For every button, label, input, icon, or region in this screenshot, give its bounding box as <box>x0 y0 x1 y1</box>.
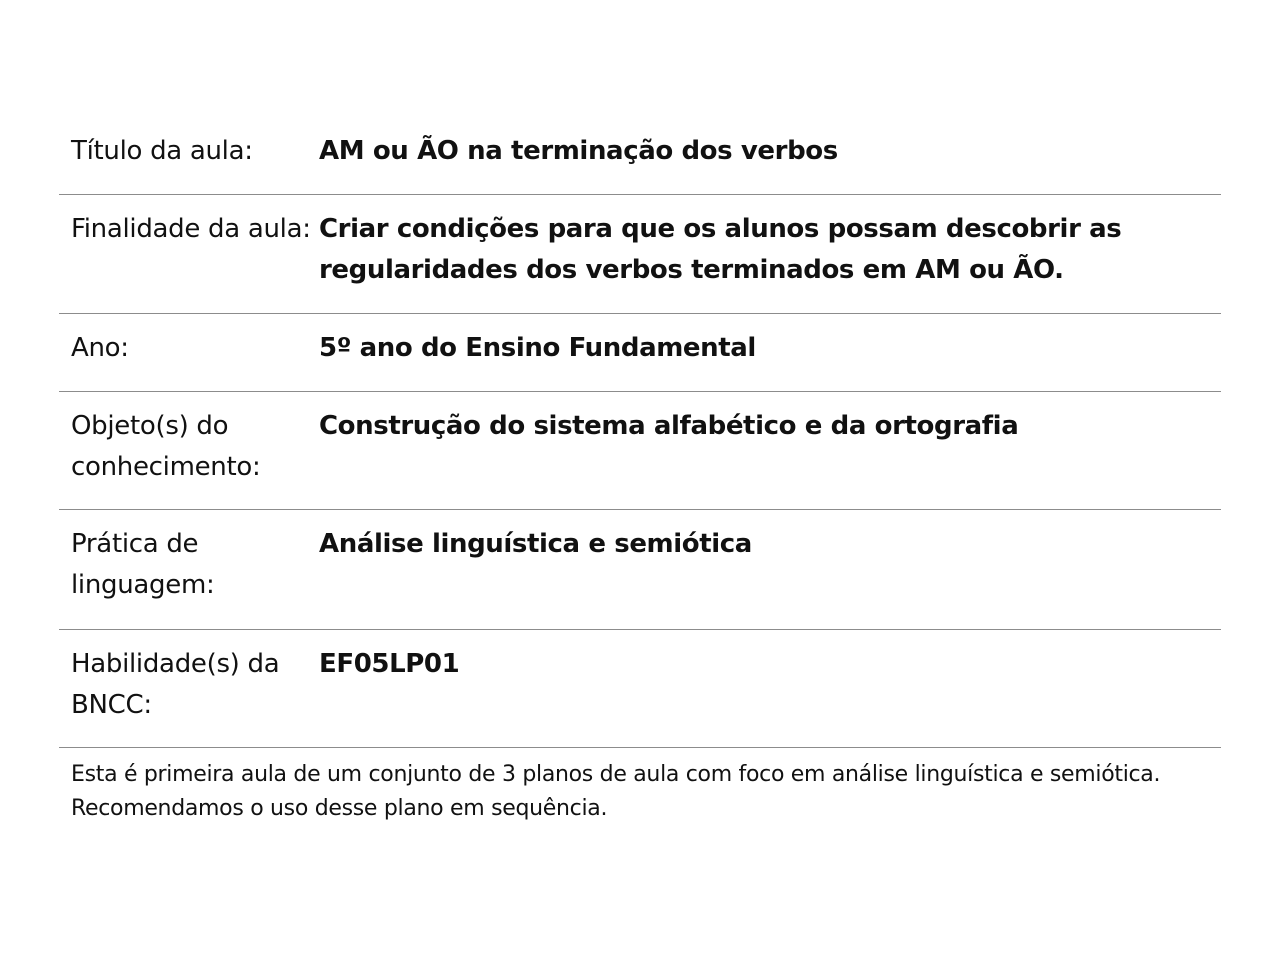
row-label: Título da aula: <box>71 136 253 166</box>
row-label: Objeto(s) do conhecimento: <box>71 411 261 482</box>
row-value: AM ou ÃO na terminação dos verbos <box>319 136 838 166</box>
table-row <box>59 112 1221 195</box>
row-value: Criar condições para que os alunos possam descobrir as regularidades dos verbos terminados em AM ou ÃO. <box>319 214 1122 285</box>
row-label: Prática de linguagem: <box>71 529 215 600</box>
table-row <box>59 510 1221 630</box>
table-row <box>59 392 1221 510</box>
row-label: Finalidade da aula: <box>71 214 311 244</box>
row-label: Habilidade(s) da BNCC: <box>71 649 280 720</box>
row-value: 5º ano do Ensino Fundamental <box>319 333 756 363</box>
row-value: Construção do sistema alfabético e da ortografia <box>319 411 1019 441</box>
lesson-info-table <box>59 112 1221 748</box>
sequence-note: Esta é primeira aula de um conjunto de 3 planos de aula com foco em análise linguística e semiótica. Recomendamos o uso desse plano em sequência. <box>71 762 1161 821</box>
row-value: EF05LP01 <box>319 649 460 679</box>
row-label: Ano: <box>71 333 129 363</box>
table-row <box>59 314 1221 392</box>
row-value: Análise linguística e semiótica <box>319 529 752 559</box>
table-row <box>59 630 1221 748</box>
table-row <box>59 195 1221 314</box>
